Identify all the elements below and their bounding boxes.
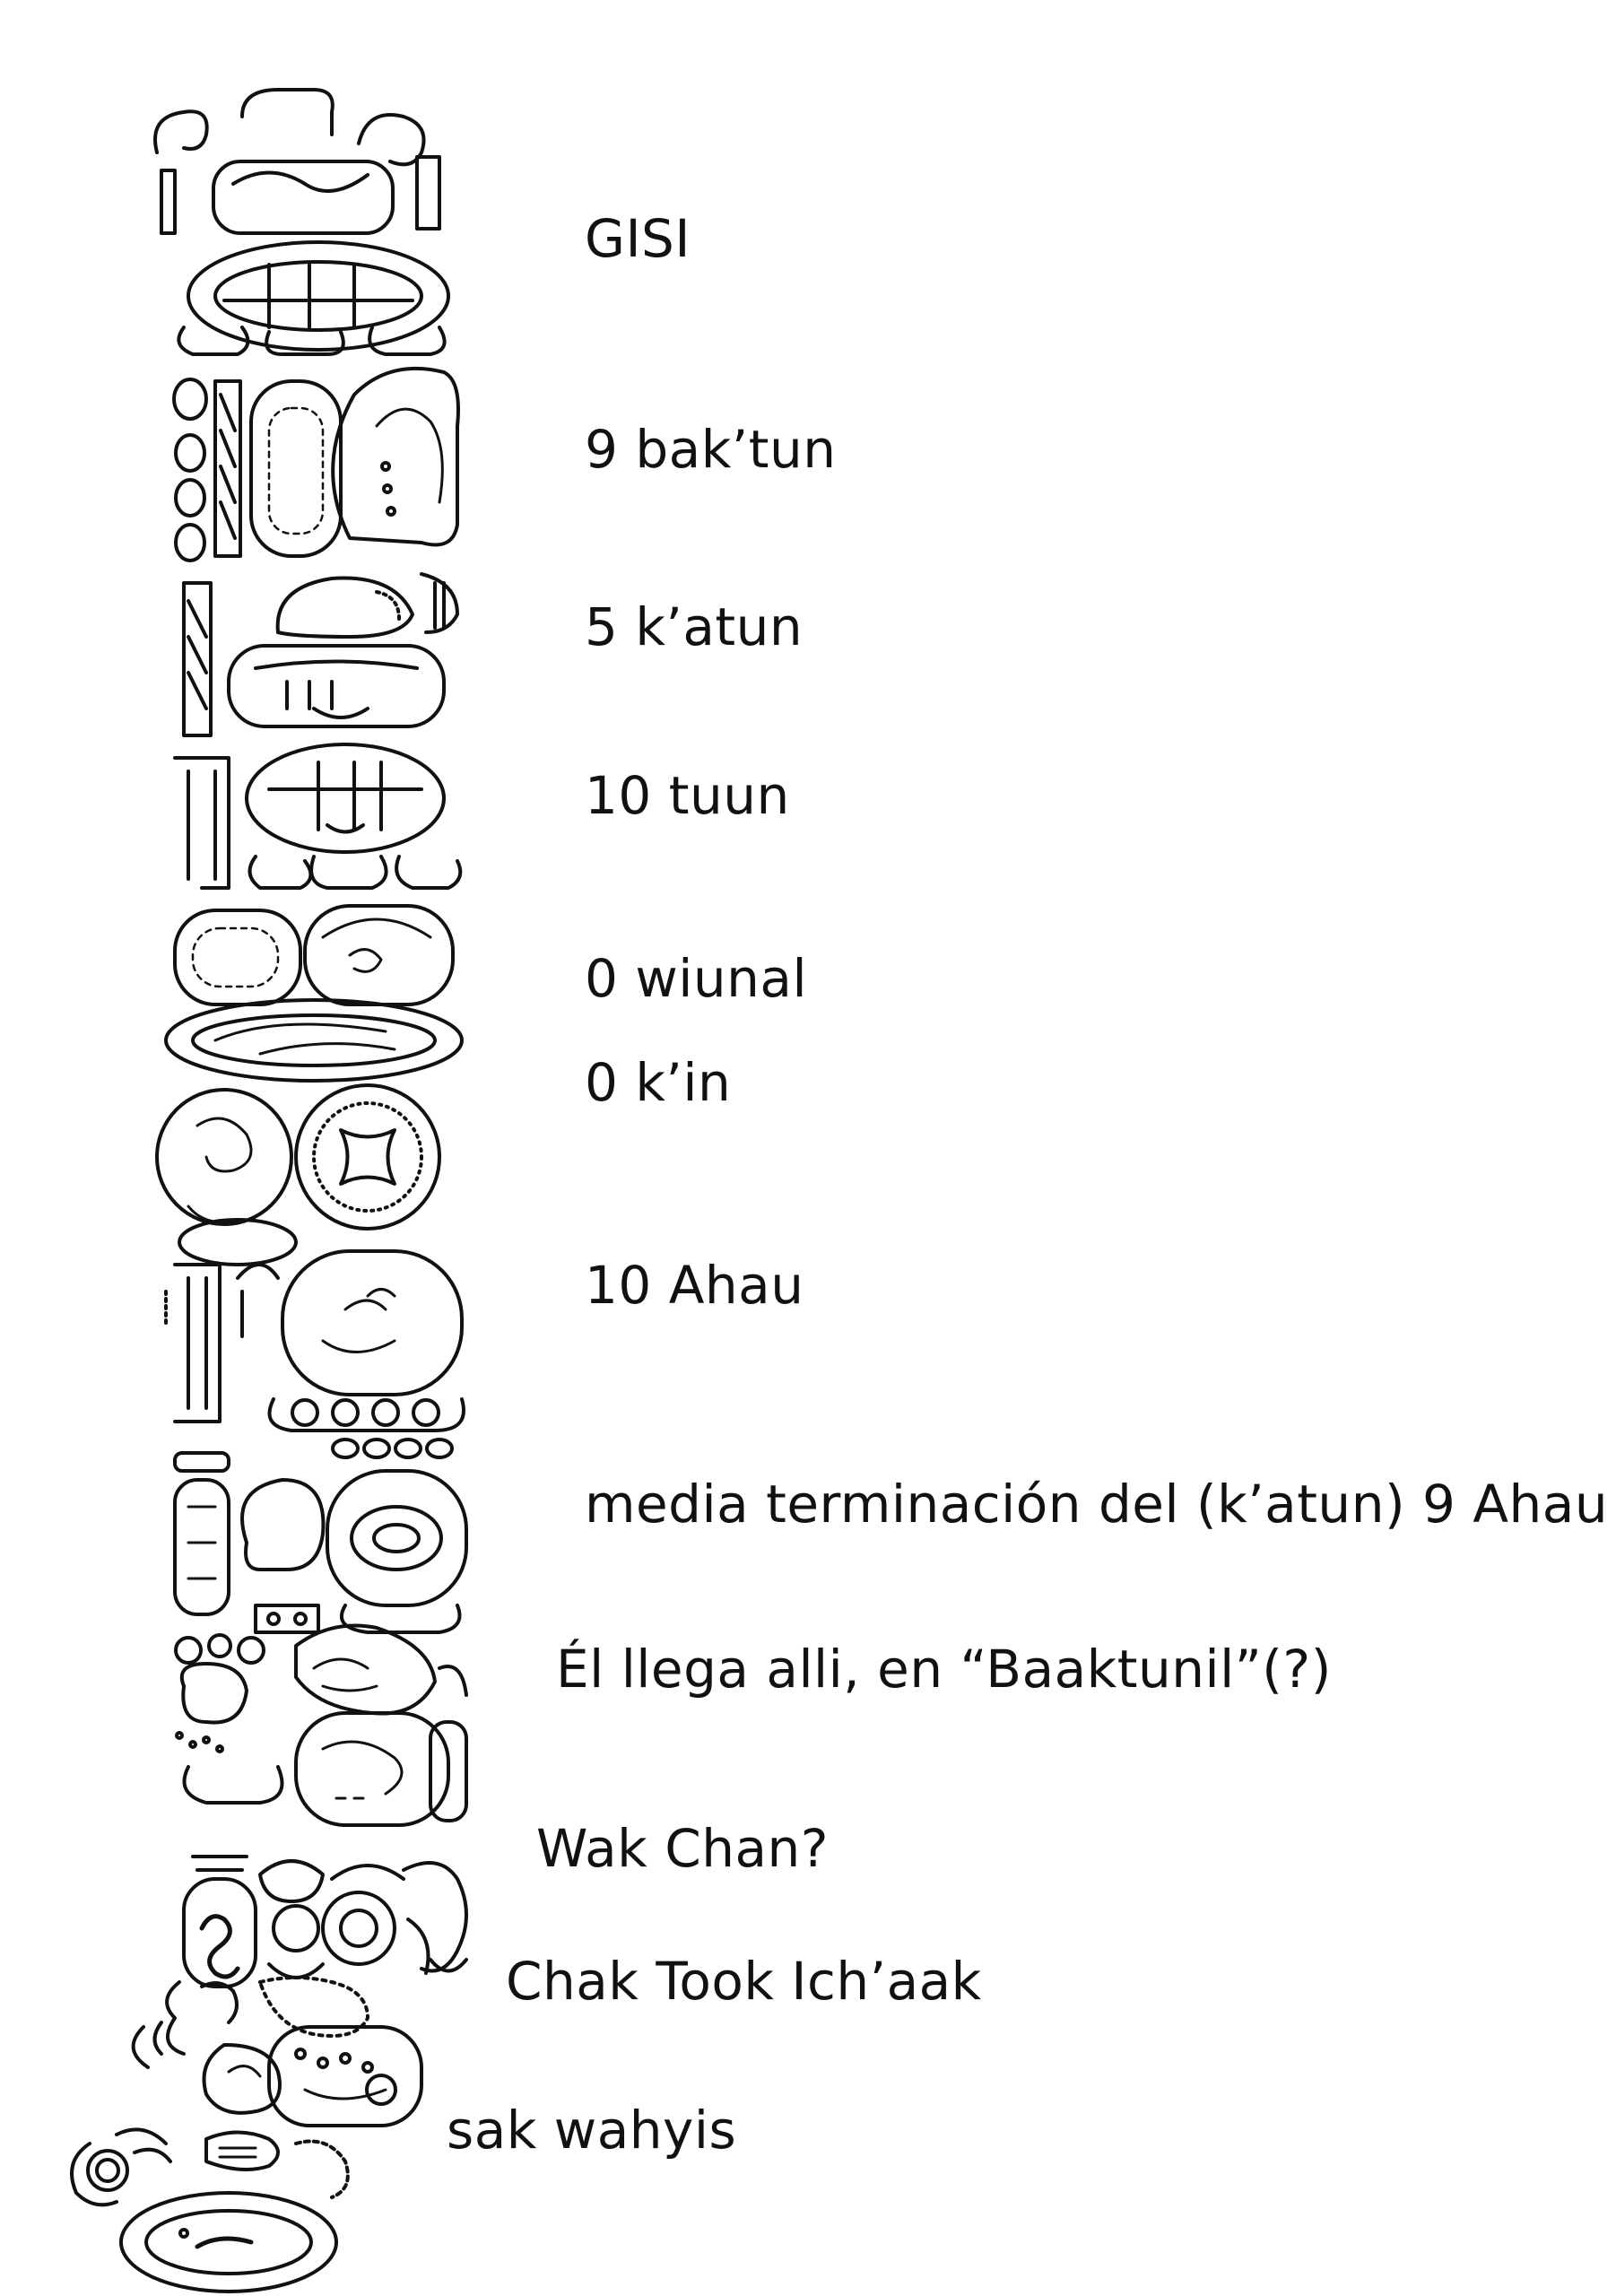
label-tun: 10 tuun — [585, 765, 790, 826]
wak-chan-glyph-icon — [184, 1857, 466, 1987]
label-half-period: media terminación del (k’atun) 9 Ahau — [585, 1474, 1609, 1535]
label-chak-took-ichaak: Chak Took Ich’aak — [506, 1951, 982, 2012]
label-kin: 0 k’in — [585, 1052, 732, 1113]
winal-glyph-icon — [166, 906, 462, 1081]
label-initial-series: GISI — [585, 208, 691, 269]
arrival-glyph-icon — [176, 1626, 466, 1826]
baktun-glyph-icon — [174, 369, 458, 561]
initial-series-glyph-icon — [155, 90, 448, 354]
label-katun: 5 k’atun — [585, 596, 804, 657]
sak-wahyis-glyph-icon — [72, 2129, 348, 2292]
label-arrival: Él llega alli, en “Baaktunil”(?) — [556, 1639, 1332, 1700]
tun-glyph-icon — [175, 744, 460, 888]
ahau-day-glyph-icon — [166, 1251, 464, 1431]
label-sak-wahyis: sak wahyis — [447, 2100, 737, 2161]
label-wak-chan: Wak Chan? — [536, 1818, 830, 1879]
label-winal: 0 wiunal — [585, 948, 808, 1009]
kin-glyph-icon — [157, 1085, 439, 1265]
label-ahau-day: 10 Ahau — [585, 1255, 804, 1316]
label-baktun: 9 bak’tun — [585, 419, 837, 480]
chak-took-ichaak-glyph-icon — [134, 1978, 421, 2126]
half-period-glyph-icon — [175, 1439, 466, 1632]
katun-glyph-icon — [184, 574, 457, 735]
